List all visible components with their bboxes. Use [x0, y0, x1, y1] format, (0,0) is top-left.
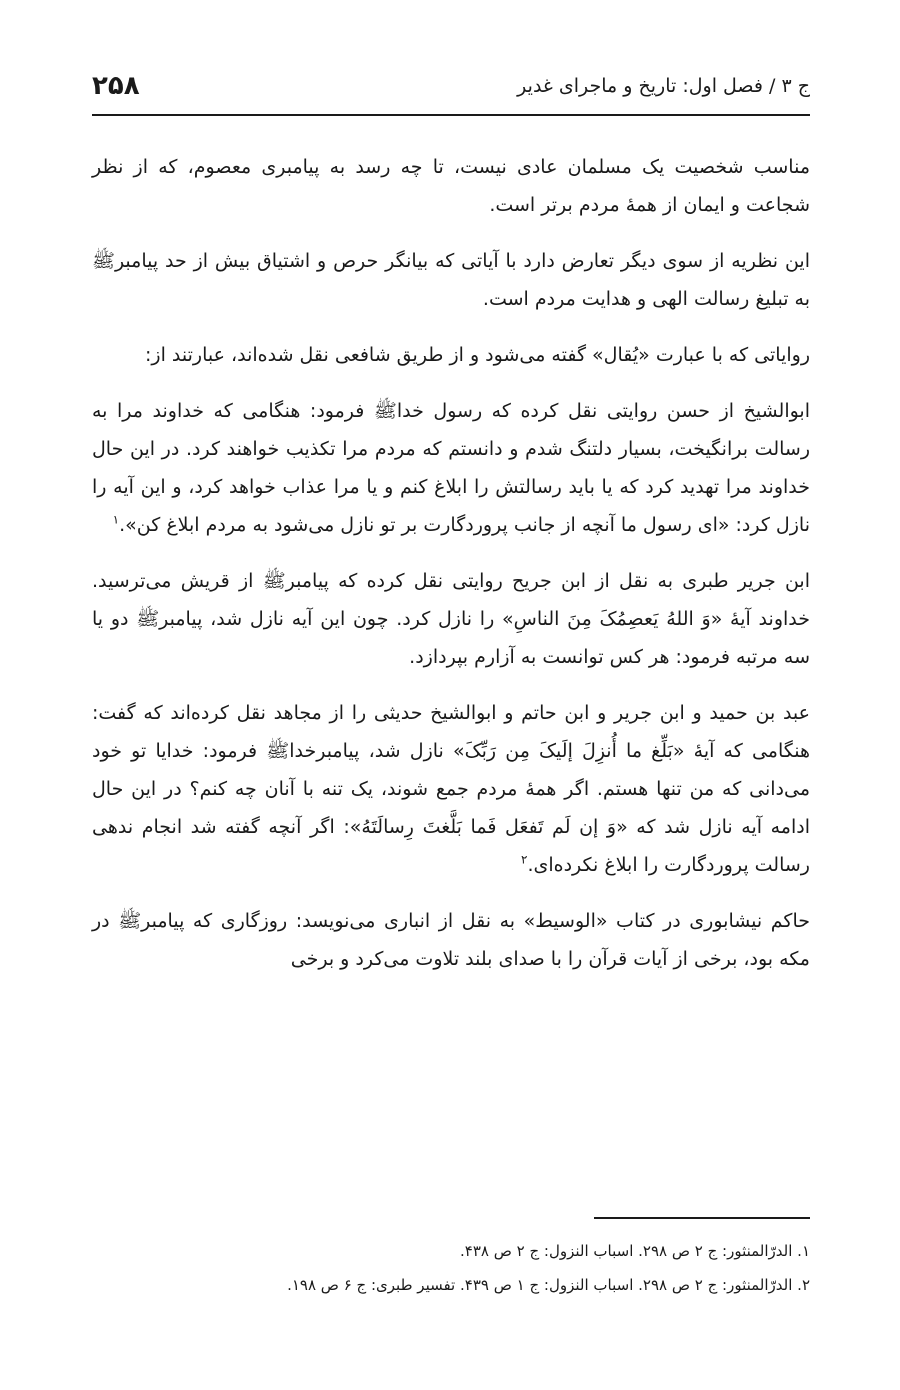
running-head: [92, 64, 810, 104]
footnote-2: ۲. الدرّالمنثور: ج ۲ ص ۲۹۸. اسباب النزول: ج ۱ ص ۴۳۹. تفسیر طبری: ج ۶ ص ۱۹۸.: [287, 1276, 810, 1294]
paragraph-text: ابن جریر طبری به نقل از ابن جریح روایتی نقل کرده که پیامبرﷺ از قریش می‌ترسید. خداوند آیهٔ «وَ اللهُ یَعصِمُکَ مِنَ الناسِ» را نازل کرد. چون این آیه نازل شد، پیامبرﷺ دو یا سه مرتبه فرمود: هر کس توانست به آزارم بپردازد.: [92, 570, 810, 668]
page-number: ۲۵۸: [92, 71, 140, 101]
paragraph-text: حاکم نیشابوری در کتاب «الوسیط» به نقل از انباری می‌نویسد: روزگاری که پیامبرﷺ در مکه بود، برخی از آیات قرآن را با صدای بلند تلاوت می‌کرد و برخی: [92, 910, 810, 970]
paragraph-3: [92, 336, 810, 374]
paragraph-text: این نظریه از سوی دیگر تعارض دارد با آیاتی که بیانگر حرص و اشتیاق بیش از حد پیامبرﷺ به تبلیغ رسالت الهی و هدایت مردم است.: [92, 250, 810, 310]
chapter-title: ج ۳ / فصل اول: تاریخ و ماجرای غدیر: [517, 75, 810, 97]
paragraph-4: [92, 392, 810, 544]
paragraph-text: روایاتی که با عبارت «یُقال» گفته می‌شود و از طریق شافعی نقل شده‌اند، عبارتند از:: [145, 344, 810, 366]
footnotes: [92, 1234, 810, 1302]
paragraph-6: [92, 694, 810, 884]
paragraph-text: ابوالشیخ از حسن روایتی نقل کرده که رسول خداﷺ فرمود: هنگامی که خداوند مرا به رسالت برانگیخت، بسیار دلتنگ شدم و دانستم که مردم مرا تکذیب خواهند کرد. در این حال خداوند مرا تهدید کرد که یا باید رسالتش را ابلاغ کنم و یا مرا عذاب خواهد کرد، و این آیه را نازل کرد: «ای رسول ما آنچه از جانب پروردگارت بر تو نازل می‌شود به مردم ابلاغ کن».: [92, 400, 810, 536]
header-divider: [92, 114, 810, 116]
book-page: [92, 0, 810, 1390]
body-text: [92, 148, 810, 996]
paragraph-5: [92, 562, 810, 676]
paragraph-1: [92, 148, 810, 224]
paragraph-2: [92, 242, 810, 318]
footnote-1: ۱. الدرّالمنثور: ج ۲ ص ۲۹۸. اسباب النزول: ج ۲ ص ۴۳۸.: [460, 1242, 810, 1260]
footnote-marker[interactable]: ۲: [521, 852, 528, 867]
footnote-divider: [594, 1217, 810, 1219]
paragraph-text: مناسب شخصیت یک مسلمان عادی نیست، تا چه رسد به پیامبری معصوم، که از نظر شجاعت و ایمان از همهٔ مردم برتر است.: [92, 156, 810, 216]
paragraph-text: عبد بن حمید و ابن جریر و ابن حاتم و ابوالشیخ حدیثی را از مجاهد نقل کرده‌اند که گفت: هنگامی که آیهٔ «بَلِّغ ما أُنزِلَ إلَیکَ مِن رَبِّکَ» نازل شد، پیامبرخداﷺ فرمود: خدایا تو خود می‌دانی که من تنها هستم. اگر همهٔ مردم جمع شوند، یک تنه با آنان چه کنم؟ در این حال ادامه آیه نازل شد که «وَ إن لَم تَفعَل فَما بَلَّغتَ رِسالَتَهُ»: اگر آنچه گفته شد انجام ندهی رسالت پروردگارت را ابلاغ نکرده‌ای.: [92, 702, 810, 876]
footnote-marker[interactable]: ۱: [112, 512, 120, 527]
paragraph-7: [92, 902, 810, 978]
